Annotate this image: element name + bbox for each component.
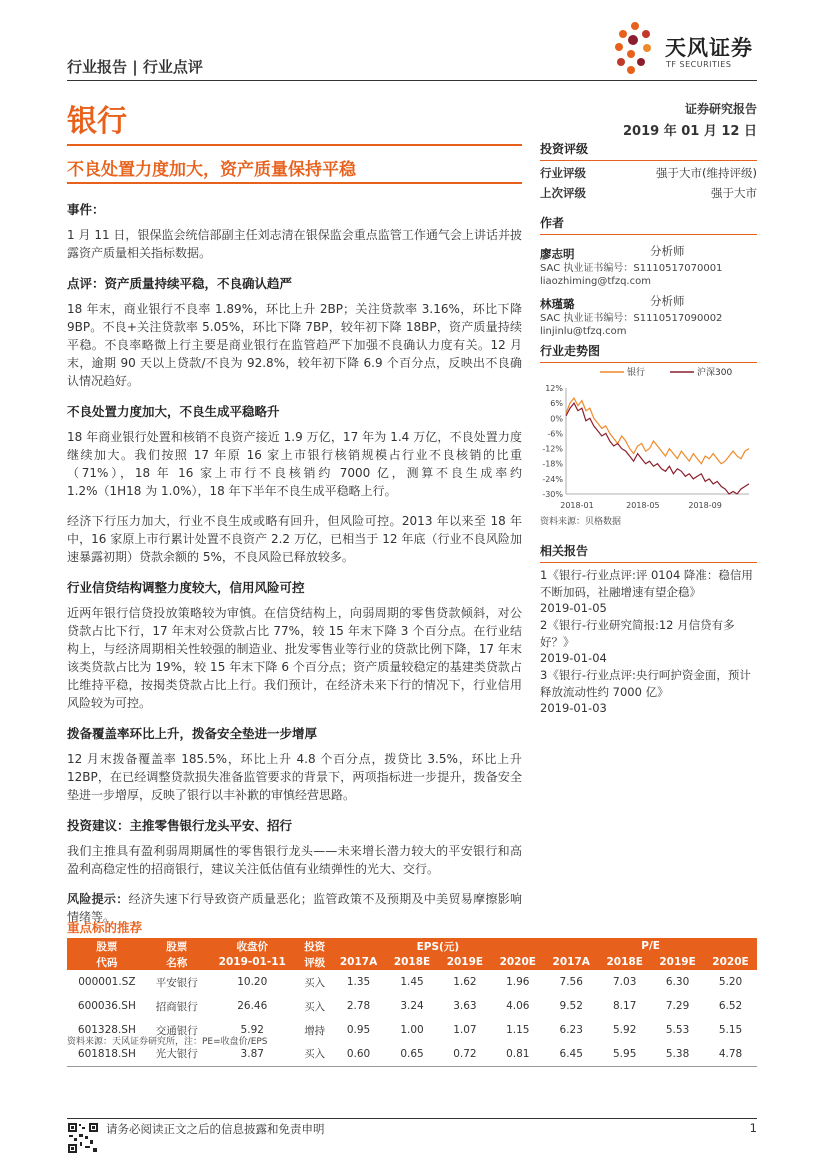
table-header-cell: 2019E [651, 954, 704, 970]
legend-label: 银行 [627, 368, 646, 378]
table-cell: 8.17 [613, 1000, 637, 1012]
table-header-cell: 2018E [598, 954, 651, 970]
trend-chart [540, 362, 757, 512]
x-tick-label: 2018-01 [560, 501, 594, 510]
report-title: 不良处置力度加大，资产质量保持平稳 [67, 160, 356, 180]
table-cell: 5.38 [651, 1042, 704, 1066]
table-cell: 3.63 [453, 1000, 477, 1012]
author-entry [540, 293, 757, 338]
report-type: 证券研究报告 [684, 102, 757, 116]
table-cell: 招商银行 [155, 1000, 198, 1013]
rating-box [540, 140, 757, 201]
y-tick-label: 12% [545, 384, 563, 393]
table-header-cell: 股票 [147, 938, 207, 954]
disposal-heading: 不良处置力度加大，不良生成平稳略升 [67, 404, 280, 419]
table-cell: 6.45 [544, 1042, 598, 1066]
author-role: 分析师 [650, 294, 685, 308]
header-divider [67, 80, 757, 81]
related-report-date: 2019-01-04 [540, 651, 607, 665]
author-name: 林瑾璐 [540, 297, 575, 311]
table-header-cell: 2019E [438, 954, 491, 970]
table-source-note: 资料来源：天风证券研究所，注：PE=收盘价/EPS [67, 1037, 268, 1047]
x-tick-label: 2018-05 [626, 501, 660, 510]
company-logo [613, 20, 763, 76]
related-heading: 相关报告 [540, 542, 757, 563]
y-tick-label: -12% [542, 444, 563, 454]
table-cell: 7.03 [613, 976, 637, 988]
table-cell: 1.62 [453, 976, 477, 988]
comment-heading: 点评：资产质量持续平稳，不良确认趋严 [67, 276, 293, 291]
table-row [67, 994, 757, 1018]
credit-heading: 行业信贷结构调整力度较大，信用风险可控 [67, 580, 305, 595]
table-cell: 5.92 [240, 1024, 264, 1036]
table-cell: 1.45 [400, 976, 424, 988]
related-report-link[interactable]: 1《银行-行业点评:评 0104 降准：稳信用不断加码，社融增速有望企稳》 [540, 568, 753, 599]
table-cell: 0.65 [386, 1042, 439, 1066]
author-role: 分析师 [650, 244, 685, 258]
comment-text: 18 年末，商业银行不良率 1.89%，环比上升 2BP；关注贷款率 3.16%，环比下降 9BP。不良+关注贷款率 5.05%，环比下降 7BP，较年初下降 18BP，资产质量持续平稳。不良率略微上行主要是商业银行在监管趋严下加强不良确认力度有关。12 月末，逾期 90 天以上贷款/不良为 92.8%，较年初下降 6.9 个百分点，反映出不良确认情况趋好。 [67, 302, 522, 388]
table-header-cell: 2019-01-11 [207, 954, 298, 970]
rating-heading: 投资评级 [540, 140, 757, 161]
table-cell: 6.23 [559, 1024, 583, 1036]
table-cell: 601818.SH [67, 1042, 147, 1066]
related-report-link[interactable]: 2《银行-行业研究简报:12 月信贷有多好？》 [540, 618, 735, 649]
table-cell: 600036.SH [77, 1000, 136, 1012]
stock-recommendation-table [67, 938, 757, 1067]
table-cell: 买入 [304, 976, 326, 989]
footer-divider [67, 1118, 757, 1119]
table-cell: 9.52 [559, 1000, 583, 1012]
author-heading: 作者 [540, 214, 757, 235]
related-report-date: 2019-01-03 [540, 701, 607, 715]
table-header-cell: 2018E [386, 954, 439, 970]
title-divider-top [67, 144, 522, 146]
author-box [540, 214, 757, 338]
y-tick-label: 6% [550, 399, 563, 409]
related-list [540, 567, 757, 715]
table-header-cell: 2017A [332, 954, 386, 970]
author-entry [540, 243, 757, 288]
x-tick-label: 2018-09 [688, 501, 722, 510]
table-title: 重点标的推荐 [67, 920, 143, 935]
provision-heading: 拨备覆盖率环比上升，拨备安全垫进一步增厚 [67, 726, 318, 741]
trend-heading-box [540, 342, 757, 363]
table-cell: 7.56 [559, 976, 583, 988]
table-cell: 5.95 [598, 1042, 651, 1066]
table-row [67, 970, 757, 994]
y-tick-label: 0% [550, 414, 563, 424]
author-email[interactable]: linjinlu@tfzq.com [540, 326, 627, 337]
trend-heading: 行业走势图 [540, 342, 757, 363]
table-header-cell: 评级 [298, 954, 332, 970]
related-report-date: 2019-01-05 [540, 601, 607, 615]
table-cell: 1.35 [346, 976, 371, 988]
prev-rating-value: 强于大市 [711, 186, 757, 200]
rating-row [540, 165, 757, 181]
table-cell: 5.92 [613, 1024, 637, 1036]
table-cell: 交通银行 [155, 1024, 198, 1037]
table-cell: 买入 [304, 1000, 326, 1013]
y-tick-label: -24% [542, 474, 563, 484]
table-cell: 光大银行 [147, 1042, 207, 1066]
provision-text: 12 月末拨备覆盖率 185.5%，环比上升 4.8 个百分点，拨贷比 3.5%，环比上升 12BP，在已经调整贷款损失准备监管要求的背景下，两项指标进一步提升，拨备安全垫进一步增厚，反映了银行以丰补歉的审慎经营思路。 [67, 752, 522, 802]
report-date: 2019 年 01 月 12 日 [623, 124, 757, 139]
report-body [67, 200, 522, 938]
disposal-text-1: 18 年商业银行处置和核销不良资产接近 1.9 万亿，17 年为 1.4 万亿，不良处置力度继续加大。我们按照 17 年原 16 家上市银行核销规模占行业不良核销的比重（71%），18 年 16 家上市行不良核销约 7000 亿，测算不良生成率约 1.2%（1H18 为 1.0%），18 年下半年不良生成平稳略上行。 [67, 430, 522, 498]
table-cell: 4.78 [704, 1042, 757, 1066]
legend-label: 沪深300 [697, 368, 733, 378]
y-tick-label: -30% [542, 490, 563, 499]
risk-text: 经济失速下行导致资产质量恶化；监管政策不及预期及中美贸易摩擦影响情绪等。 [67, 892, 522, 924]
author-sac: SAC 执业证书编号：S1110517070001 [540, 263, 723, 274]
related-box [540, 542, 757, 717]
table-header-cell: EPS(元) [332, 938, 545, 954]
report-category-label: 行业报告 | 行业点评 [67, 58, 203, 76]
table-cell: 1.15 [506, 1024, 530, 1036]
risk-label: 风险提示： [67, 892, 129, 906]
table-cell: 3.24 [400, 1000, 424, 1012]
event-heading: 事件： [67, 202, 105, 217]
table-cell: 7.29 [665, 1000, 690, 1012]
series-line [566, 398, 749, 464]
chart-source: 资料来源：贝格数据 [540, 517, 622, 527]
table-header-cell: 代码 [67, 954, 147, 970]
qr-code-icon [67, 1122, 99, 1154]
table-cell: 0.72 [438, 1042, 491, 1066]
table-header-cell: 收盘价 [207, 938, 298, 954]
table-cell: 4.06 [506, 1000, 530, 1012]
rating-label: 行业评级 [540, 166, 586, 180]
invest-text: 我们主推具有盈利弱周期属性的零售银行龙头——未来增长潜力较大的平安银行和高盈利高稳定性的招商银行，建议关注低估值有业绩弹性的光大、交行。 [67, 844, 522, 876]
y-tick-label: -18% [542, 459, 563, 469]
table-header-cell: 2020E [704, 954, 757, 970]
table-cell: 6.52 [718, 1000, 743, 1012]
table-cell: 0.95 [346, 1024, 371, 1036]
table-header-row [67, 954, 757, 970]
table-header-cell: 名称 [147, 954, 207, 970]
title-divider-bottom [67, 182, 522, 184]
prev-rating-label: 上次评级 [540, 186, 586, 200]
table-cell: 1.00 [400, 1024, 424, 1036]
table-header-cell: P/E [544, 938, 757, 954]
table-cell: 6.30 [665, 976, 690, 988]
related-report-link[interactable]: 3《银行-行业点评:央行呵护资金面，预计释放流动性约 7000 亿》 [540, 668, 751, 699]
logo-mark-icon [613, 20, 663, 76]
prev-rating-row [540, 185, 757, 201]
page-number: 1 [749, 1121, 757, 1135]
table-header-cell: 2017A [544, 954, 598, 970]
invest-heading: 投资建议：主推零售银行龙头平安、招行 [67, 818, 293, 833]
table-cell: 000001.SZ [78, 976, 136, 988]
table-cell: 增持 [304, 1024, 326, 1037]
table-header-row [67, 938, 757, 954]
table-cell: 0.81 [491, 1042, 544, 1066]
disposal-text-2: 经济下行压力加大，行业不良生成或略有回升，但风险可控。2013 年以来至 18 年中，16 家原上市行累计处置不良资产 2.2 万亿，已相当于 12 年底（行业不良风险加速暴露初期）贷款余额的 5%，不良风险已释放较多。 [67, 514, 522, 564]
table-cell: 601328.SH [77, 1024, 136, 1036]
table-cell: 5.20 [718, 976, 743, 988]
table-cell: 0.60 [332, 1042, 386, 1066]
table-cell: 10.20 [237, 976, 268, 988]
table-cell: 5.53 [665, 1024, 690, 1036]
table-cell: 买入 [298, 1042, 332, 1066]
table-cell: 平安银行 [155, 976, 198, 989]
event-text: 1 月 11 日，银保监会统信部副主任刘志清在银保监会重点监管工作通气会上讲话并披露资产质量相关指标数据。 [67, 228, 522, 260]
rating-value: 强于大市(维持评级) [656, 166, 757, 180]
industry-title: 银行 [67, 104, 127, 139]
table-cell: 2.78 [346, 1000, 371, 1012]
table-header-cell: 投资 [298, 938, 332, 954]
author-sac: SAC 执业证书编号：S1110517090002 [540, 313, 723, 324]
logo-cn-text: 天风证券 [665, 36, 753, 60]
footer-disclaimer: 请务必阅读正文之后的信息披露和免责申明 [106, 1122, 325, 1136]
table-cell: 26.46 [237, 1000, 268, 1012]
table-cell: 1.96 [506, 976, 530, 988]
author-name: 廖志明 [540, 247, 575, 261]
y-tick-label: -6% [547, 429, 563, 439]
table-header-cell: 股票 [67, 938, 147, 954]
author-email[interactable]: liaozhiming@tfzq.com [540, 276, 651, 287]
credit-text: 近两年银行信贷投放策略较为审慎。在信贷结构上，向弱周期的零售贷款倾斜，对公贷款占比下行，17 年末对公贷款占比 77%，较 15 年末下降 3 个百分点。在行业结构上，与经济周期相关性较强的制造业、批发零售业等行业的贷款比例下降，17 年末该类贷款占比为 19%，较 15 年末下降 6 个百分点；资产质量较稳定的基建类贷款占比维持平稳，按揭类贷款占比上行。我们预计，在经济未来下行的情况下，行业信用风险较为可控。 [67, 606, 522, 710]
table-cell: 1.07 [453, 1024, 477, 1036]
logo-en-text: TF SECURITIES [666, 60, 732, 69]
table-header-cell: 2020E [491, 954, 544, 970]
table-cell: 5.15 [718, 1024, 743, 1036]
table-cell: 3.87 [207, 1042, 298, 1066]
